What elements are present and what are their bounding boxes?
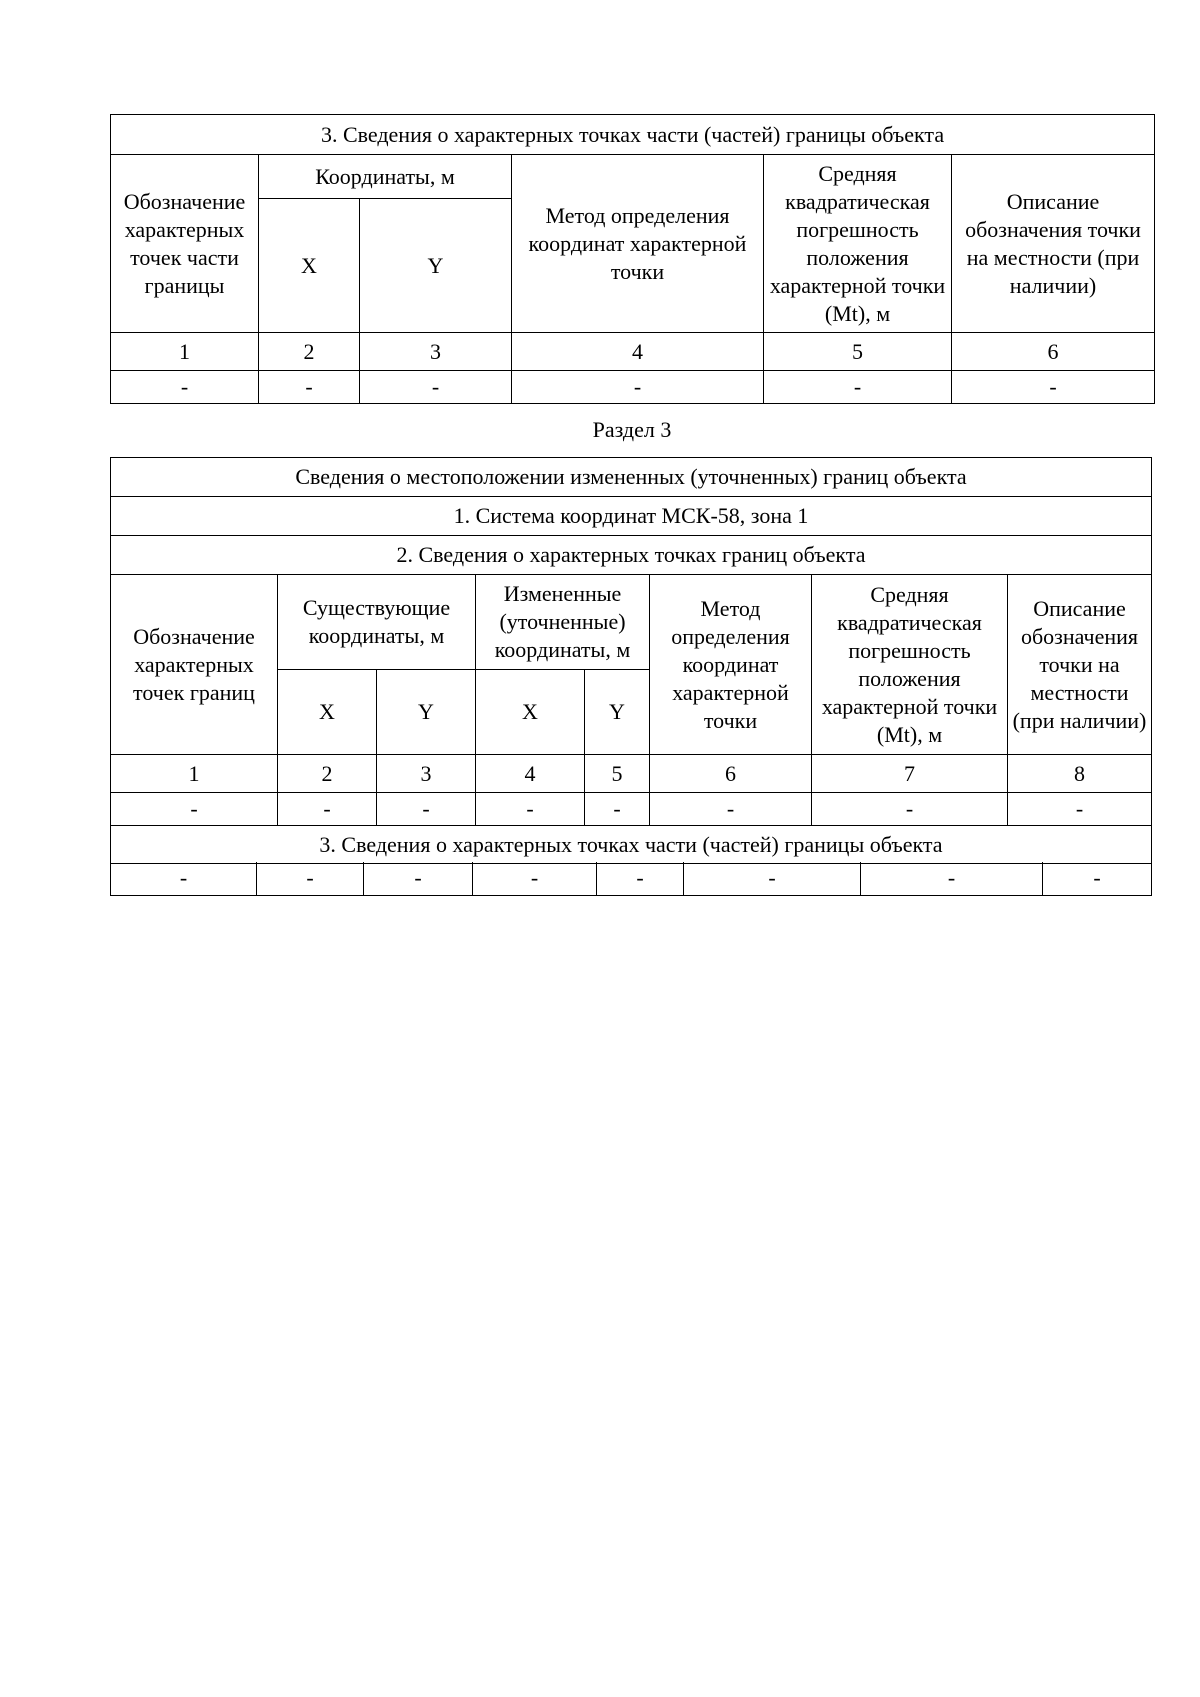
changed-boundaries-table: [110, 457, 1152, 864]
table-cell: -: [812, 793, 1008, 826]
header-existing-y: Y: [377, 670, 476, 755]
section-caption: Раздел 3: [592, 417, 672, 442]
header-error: Средняя квадратическая погрешность положения характерной точки (Mt), м: [812, 575, 1008, 755]
header-x: X: [259, 199, 360, 333]
header-description: Описание обозначения точки на местности (при наличии): [1008, 575, 1152, 755]
table-cell: -: [473, 862, 597, 895]
column-number: 7: [812, 755, 1008, 793]
table-cell: -: [111, 371, 259, 404]
table-cell: -: [764, 371, 952, 404]
table-cell: -: [278, 793, 377, 826]
table-cell: -: [257, 862, 364, 895]
coordinate-system: 1. Система координат МСК-58, зона 1: [111, 497, 1152, 536]
table-cell: -: [585, 793, 650, 826]
header-changed-coordinates: Измененные (уточненные) координаты, м: [476, 575, 650, 670]
table-cell: -: [364, 862, 473, 895]
part-boundary-points-table: [110, 114, 1155, 404]
table-cell: -: [684, 862, 861, 895]
table-cell: -: [111, 793, 278, 826]
table-cell: -: [1043, 862, 1152, 895]
points-section-title: 2. Сведения о характерных точках границ объекта: [111, 536, 1152, 575]
table-row: [111, 793, 1152, 826]
table-cell: -: [597, 862, 684, 895]
column-number: 1: [111, 755, 278, 793]
column-number: 4: [476, 755, 585, 793]
table-title: Сведения о местоположении измененных (уточненных) границ объекта: [111, 458, 1152, 497]
header-changed-x: X: [476, 670, 585, 755]
table-cell: -: [259, 371, 360, 404]
header-existing-coordinates: Существующие координаты, м: [278, 575, 476, 670]
header-changed-y: Y: [585, 670, 650, 755]
column-number: 4: [512, 333, 764, 371]
table-cell: -: [952, 371, 1155, 404]
part-points-row-table: [110, 862, 1152, 896]
header-coordinates: Координаты, м: [259, 155, 512, 199]
table-cell: -: [861, 862, 1043, 895]
table-cell: -: [512, 371, 764, 404]
table-row: [111, 371, 1155, 404]
column-number: 2: [259, 333, 360, 371]
part-section-title: 3. Сведения о характерных точках части (частей) границы объекта: [111, 826, 1152, 864]
header-designation: Обозначение характерных точек границ: [111, 575, 278, 755]
column-number: 1: [111, 333, 259, 371]
column-number: 5: [585, 755, 650, 793]
column-number: 3: [377, 755, 476, 793]
header-y: Y: [360, 199, 512, 333]
header-description: Описание обозначения точки на местности (при наличии): [952, 155, 1155, 333]
header-existing-x: X: [278, 670, 377, 755]
table-cell: -: [476, 793, 585, 826]
column-number: 2: [278, 755, 377, 793]
column-number: 6: [952, 333, 1155, 371]
table-cell: -: [650, 793, 812, 826]
header-method: Метод определения координат характерной точки: [512, 155, 764, 333]
table-cell: -: [377, 793, 476, 826]
header-method: Метод определения координат характерной точки: [650, 575, 812, 755]
column-number: 3: [360, 333, 512, 371]
column-number: 5: [764, 333, 952, 371]
table-row: [111, 862, 1152, 895]
header-error: Средняя квадратическая погрешность положения характерной точки (Mt), м: [764, 155, 952, 333]
column-number: 8: [1008, 755, 1152, 793]
column-number: 6: [650, 755, 812, 793]
column-numbers-row: [111, 755, 1152, 793]
header-designation: Обозначение характерных точек части границы: [111, 155, 259, 333]
table-cell: -: [360, 371, 512, 404]
table-cell: -: [111, 862, 257, 895]
column-numbers-row: [111, 333, 1155, 371]
table-title: 3. Сведения о характерных точках части (частей) границы объекта: [111, 115, 1155, 155]
table-cell: -: [1008, 793, 1152, 826]
